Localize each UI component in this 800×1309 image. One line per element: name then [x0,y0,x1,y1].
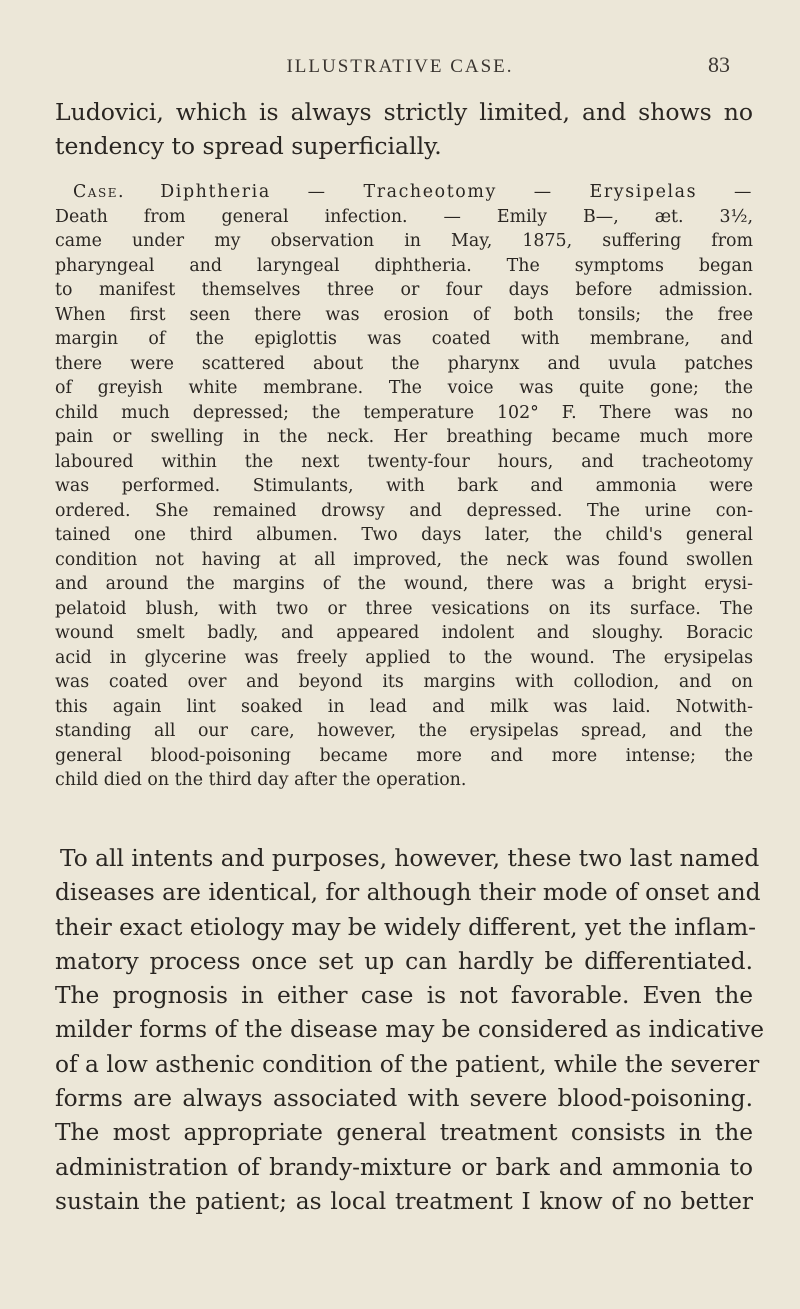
text-line: ordered. She remained drowsy and depressed. The urine con- [55,500,753,521]
text-line: forms are always associated with severe blood-poisoning. [55,1085,753,1113]
text-line: was performed. Stimulants, with bark and ammonia were [55,476,753,496]
text-line: tained one third albumen. Two days later, the child's general [55,525,753,545]
text-line: child died on the third day after the operation. [55,770,467,790]
text-line: general blood-poisoning became more and more intense; the [55,745,753,766]
text-line: was coated over and beyond its margins with collodion, and on [55,672,753,692]
text-line: Ludovici, which is always strictly limited, and shows no [55,98,753,126]
text-line: sustain the patient; as local treatment I know of no better [55,1187,753,1215]
text-line: child much depressed; the temperature 102° F. There was no [55,402,753,423]
text-line: to manifest themselves three or four days before admission. [55,280,753,300]
text-line: margin of the epiglottis was coated with membrane, and [55,329,753,349]
intro-paragraph [55,95,753,163]
text-line: wound smelt badly, and appeared indolent and sloughy. Boracic [55,623,753,643]
text-line: tendency to spread superficially. [55,132,442,160]
text-line: and around the margins of the wound, there was a bright erysi- [55,574,753,594]
text-line: there were scattered about the pharynx and uvula patches [55,353,753,374]
running-head [0,48,800,82]
text-line: pelatoid blush, with two or three vesications on its surface. The [55,598,753,619]
text-line: condition not having at all improved, the neck was found swollen [55,549,753,570]
text-line: To all intents and purposes, however, these two last named [60,845,760,872]
text-line: When first seen there was erosion of both tonsils; the free [55,304,753,325]
text-line: their exact etiology may be widely different, yet the inflam- [55,913,757,941]
text-line: administration of brandy-mixture or bark and ammonia to [55,1153,753,1181]
case-heading-line [55,180,753,205]
case-label: Case. [73,182,125,202]
page-number: 83 [708,52,730,77]
text-line: diseases are identical, for although their mode of onset and [55,879,761,907]
text-line: of greyish white membrane. The voice was quite gone; the [55,378,753,398]
text-line: pain or swelling in the neck. Her breathing became much more [55,427,753,447]
case-report-paragraph [55,180,753,793]
text-line: matory process once set up can hardly be differentiated. [55,947,753,975]
text-line: The most appropriate general treatment consists in the [55,1119,753,1147]
text-line: laboured within the next twenty-four hours, and tracheotomy [55,451,753,472]
text-line: came under my observation in May, 1875, suffering from [55,231,753,251]
text-line: The prognosis in either case is not favorable. Even the [55,982,753,1010]
discussion-paragraph [55,842,765,1219]
text-line: standing all our care, however, the erysipelas spread, and the [55,721,753,741]
text-line: this again lint soaked in lead and milk was laid. Notwith- [55,696,753,717]
text-line: pharyngeal and laryngeal diphtheria. The symptoms began [55,255,753,276]
text-line: milder forms of the disease may be considered as indicative [55,1016,765,1044]
text-line: Death from general infection. — Emily B—, æt. 3½, [55,206,753,227]
text-line: of a low asthenic condition of the patient, while the severer [55,1050,760,1078]
text-line: acid in glycerine was freely applied to the wound. The erysipelas [55,647,753,668]
case-title: Diphtheria — Tracheotomy — Erysipelas — [160,182,753,202]
running-title: ILLUSTRATIVE CASE. [286,56,514,77]
